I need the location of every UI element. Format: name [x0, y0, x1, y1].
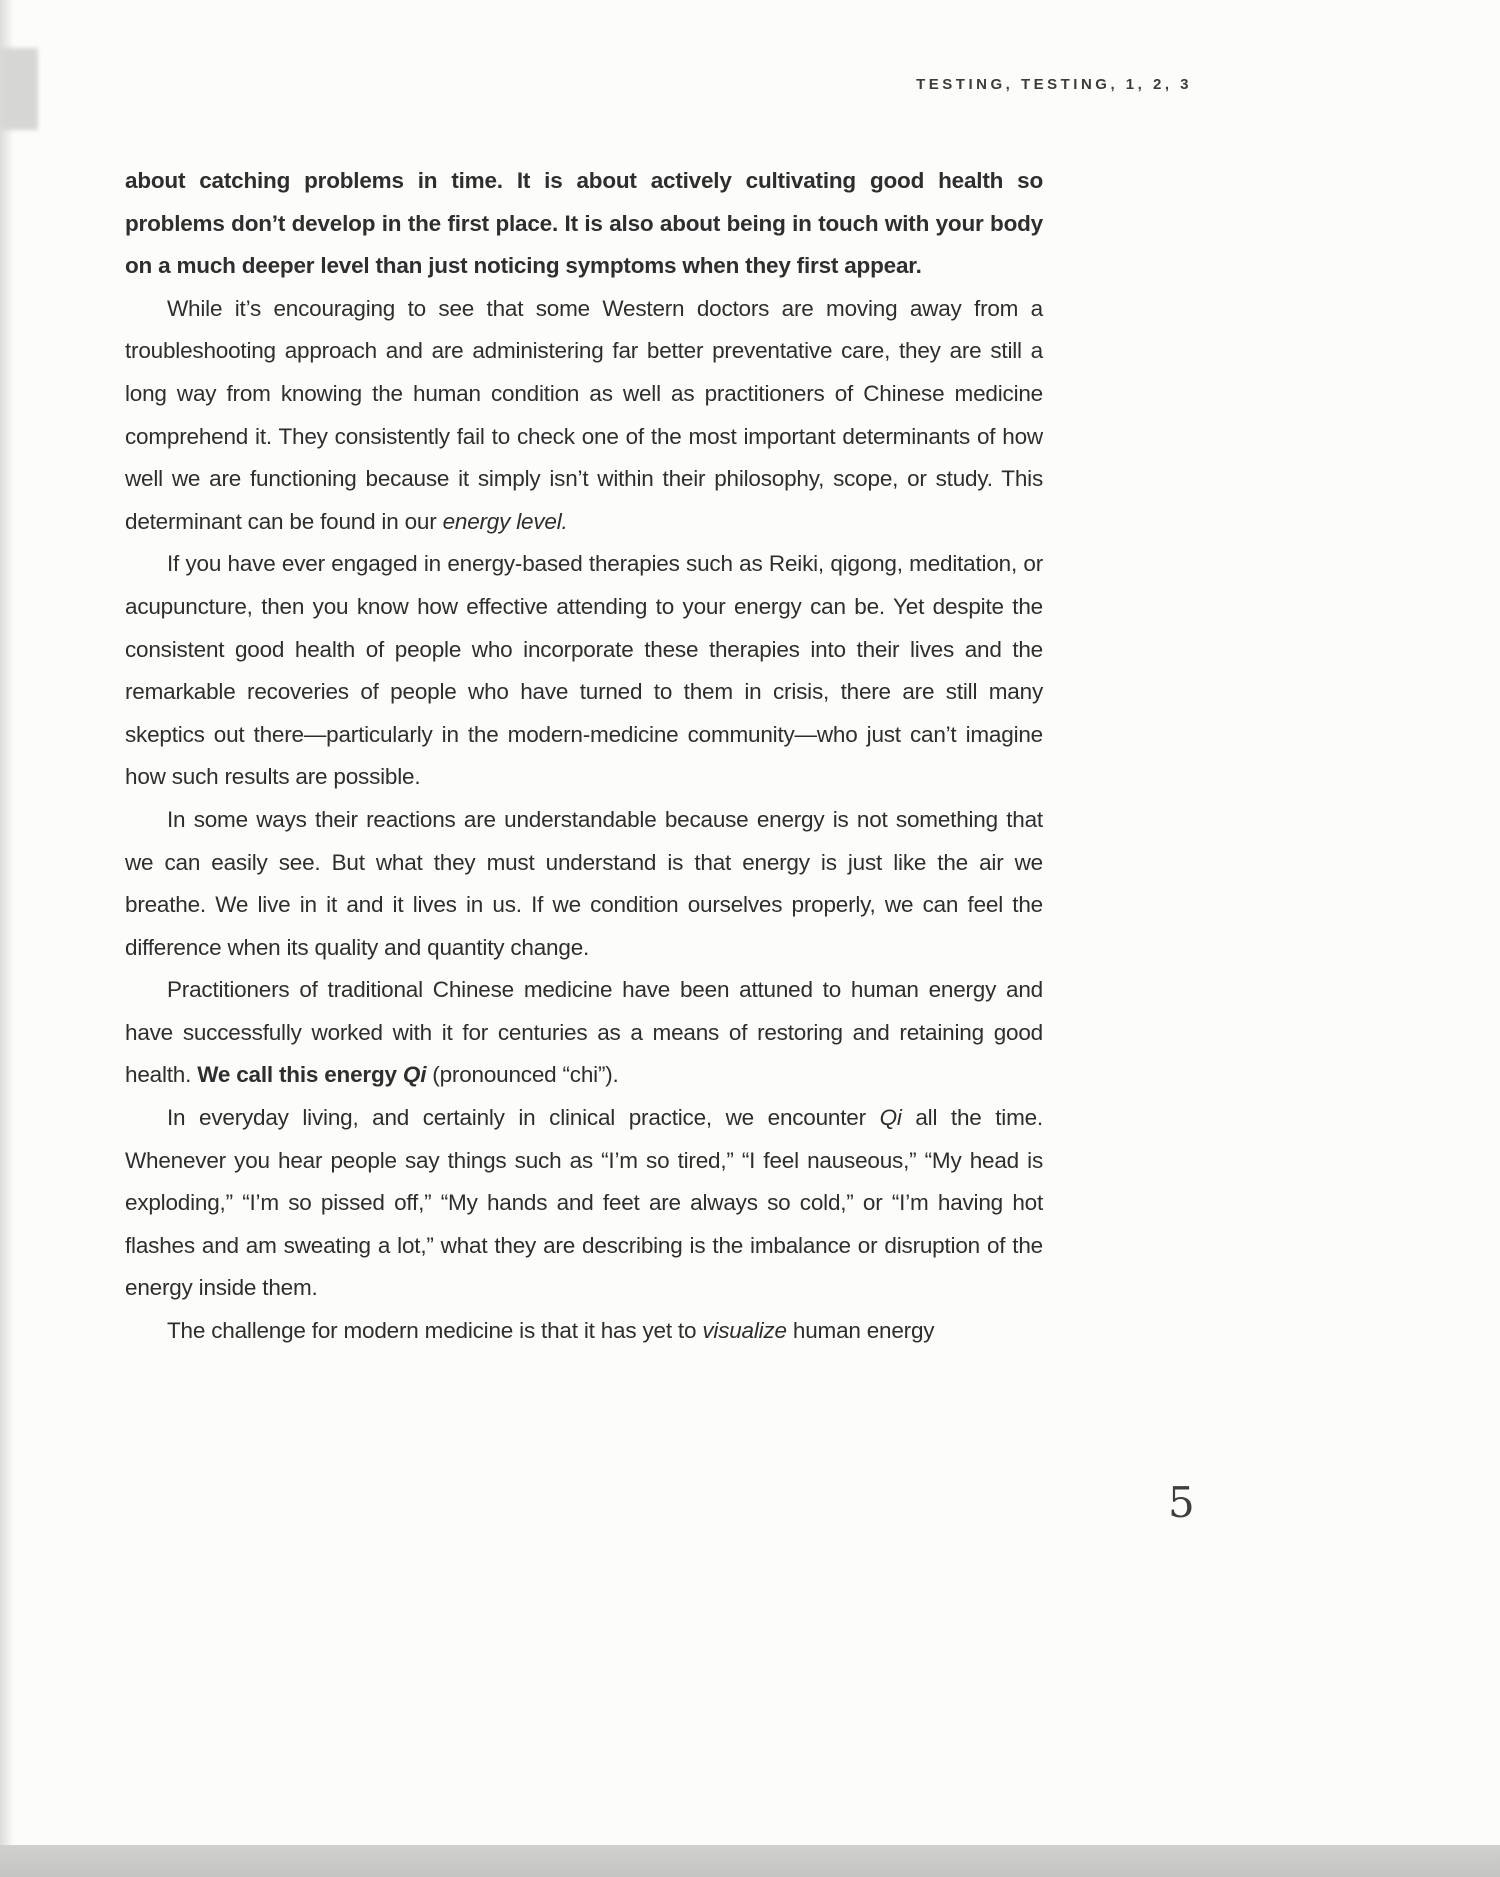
text-segment: (pronounced “chi”).: [426, 1062, 619, 1088]
text-segment: If you have ever engaged in energy-based therapies such as Reiki, qigong, meditation, or acupuncture, then you know how effective attending to your energy can be. Yet despite the consistent good health of people who incorporate these therapies into their lives and the remarkable recoveries of people who have turned to them in crisis, there are still many skeptics out there—particularly in the modern-medicine community—who just can’t imagine how such results are possible.: [125, 551, 1043, 790]
text-segment: In some ways their reactions are understandable because energy is not something that we can easily see. But what they must understand is that energy is just like the air we breathe. We live in it and it lives in us. If we condition ourselves properly, we can feel the difference when its quality and quantity change.: [125, 806, 1043, 960]
scan-edge-bottom: [0, 1845, 1500, 1877]
text-segment: energy level.: [442, 508, 568, 534]
text-segment: The challenge for modern medicine is that it has yet to: [167, 1318, 703, 1344]
text-segment: all the time. Whenever you hear people say things such as “I’m so tired,” “I feel nauseous,” “My head is exploding,” “I’m so pissed off,” “My hands and feet are always so cold,” or “I’m having hot flashes and am sweating a lot,” what they are describing is the imbalance or disruption of the energy inside them.: [125, 1105, 1043, 1301]
paragraph: [125, 288, 1043, 544]
scan-edge-left: [0, 0, 14, 1845]
text-segment: In everyday living, and certainly in clinical practice, we encounter: [167, 1105, 880, 1131]
running-head: TESTING, TESTING, 1, 2, 3: [916, 76, 1192, 93]
paragraph: [125, 543, 1043, 799]
paragraph: [125, 799, 1043, 969]
text-segment: While it’s encouraging to see that some Western doctors are moving away from a troubleshooting approach and are administering far better preventative care, they are still a long way from knowing the human condition as well as practitioners of Chinese medicine comprehend it. They consistently fail to check one of the most important determinants of how well we are functioning because it simply isn’t within their philosophy, scope, or study. This determinant can be found in our: [125, 295, 1043, 534]
paragraph: [125, 969, 1043, 1097]
page-number: 5: [1168, 1478, 1195, 1527]
text-segment: Practitioners of traditional Chinese medicine have been attuned to human energy and have successfully worked with it for centuries as a means of restoring and retaining good health.: [125, 977, 1043, 1088]
body-text: [125, 160, 1043, 1353]
text-segment: visualize: [702, 1318, 787, 1344]
text-segment: human energy: [786, 1318, 935, 1344]
text-segment: We call this energy: [197, 1062, 403, 1088]
paragraph: [125, 160, 1043, 288]
text-segment: Qi: [402, 1062, 427, 1088]
text-segment: about catching problems in time. It is about actively cultivating good health so problems don’t develop in the first place. It is also about being in touch with your body on a much deeper level than just noticing symptoms when they first appear.: [125, 168, 1043, 279]
text-segment: Qi: [879, 1105, 902, 1131]
paragraph: [125, 1310, 1043, 1353]
paragraph: [125, 1097, 1043, 1310]
